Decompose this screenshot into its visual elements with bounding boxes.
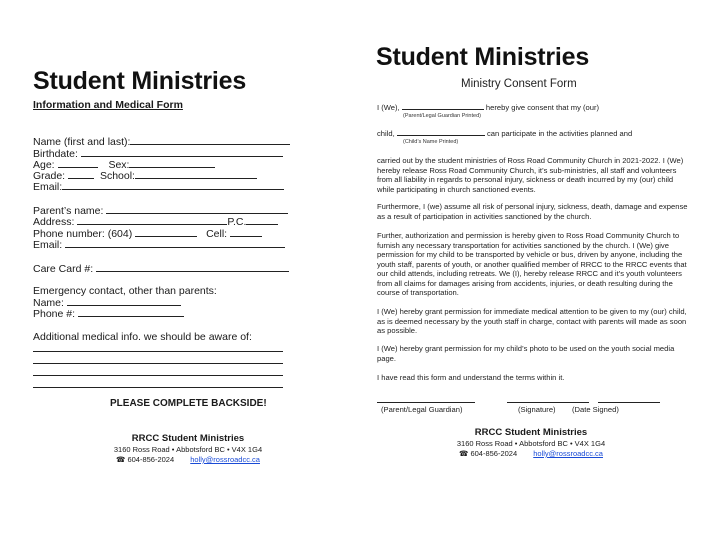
emergency-phone-field[interactable] — [33, 307, 184, 320]
complete-backside-note: PLEASE COMPLETE BACKSIDE! — [110, 398, 267, 409]
child-consent-line[interactable] — [377, 128, 692, 139]
footer-email-link[interactable]: holly@rossroadcc.ca — [533, 449, 603, 458]
address-label: Address: — [33, 216, 75, 228]
care-card-field[interactable] — [33, 262, 289, 275]
postal-code-label: P.C. — [227, 216, 247, 228]
medical-line-3[interactable] — [33, 375, 283, 376]
medical-info-heading: Additional medical info. we should be aware of: — [33, 331, 252, 343]
we-suffix: hereby give consent that my (our) — [485, 103, 600, 112]
we-prefix: I (We), — [377, 103, 400, 112]
terms-acknowledgement: I have read this form and understand the terms within it. — [377, 373, 565, 382]
child-suffix: can participate in the activities planned and — [486, 129, 633, 138]
phone-label: Phone number: (604) — [33, 228, 133, 240]
footer-address: 3160 Ross Road • Abbotsford BC • V4X 1G4 — [456, 439, 606, 448]
parent-email-field[interactable] — [33, 238, 285, 251]
emergency-name-label: Name: — [33, 297, 64, 309]
guardian-signature-label: (Parent/Legal Guardian) — [381, 405, 463, 414]
sex-label: Sex: — [108, 159, 130, 171]
date-signed-line[interactable] — [598, 402, 660, 403]
footer-org-name: RRCC Student Ministries — [131, 433, 245, 444]
right-form-subtitle: Ministry Consent Form — [461, 78, 577, 90]
left-footer — [88, 433, 288, 465]
emergency-phone-label: Phone #: — [33, 308, 76, 320]
footer-phone: ☎ 604-856-2024 — [116, 455, 175, 464]
email-field[interactable] — [33, 180, 284, 193]
parent-name-label: Parent’s name: — [33, 205, 104, 217]
age-label: Age: — [33, 159, 55, 171]
school-label: School: — [99, 170, 135, 182]
photo-permission-paragraph: I (We) hereby grant permission for my child’s photo to be used on the youth social media page. — [377, 344, 675, 363]
email-label: Email: — [33, 181, 63, 193]
emergency-contact-heading: Emergency contact, other than parents: — [33, 285, 217, 297]
signature-line[interactable] — [507, 402, 589, 403]
transportation-paragraph: Further, authorization and permission is hereby given to Ross Road Community Church to furnish any necessary transportation for activities sanctioned by the church. I (We) give permission for my child to be transported by vehicle or bus, driven by anyone, including the youth staff, parents of youth, or another qualified member of RRCC to the RRCC events that our child attends, including retreats. We (I), hereby release RRCC and it’s youth volunteers from all claims for damages arising from accidents, injuries, or death resulting during the course of transportation. — [377, 231, 687, 297]
signature-label: (Signature) — [518, 405, 556, 414]
left-form-title: Student Ministries — [33, 67, 247, 95]
footer-address: 3160 Ross Road • Abbotsford BC • V4X 1G4 — [113, 445, 263, 454]
right-footer — [431, 427, 631, 459]
grade-label: Grade: — [33, 170, 66, 182]
child-prefix: child, — [377, 129, 395, 138]
medical-permission-paragraph: I (We) hereby grant permission for immediate medical attention to be given to my (our) child, as is deemed necessary by the youth staff in charge, contact with parents will made as soon as possible. — [377, 307, 687, 335]
cell-label: Cell: — [206, 228, 228, 240]
footer-email-link[interactable]: holly@rossroadcc.ca — [190, 455, 260, 464]
child-printed-caption: (Child’s Name Printed) — [403, 139, 459, 145]
birthdate-label: Birthdate: — [33, 148, 78, 160]
medical-line-4[interactable] — [33, 387, 283, 388]
date-signed-label: (Date Signed) — [572, 405, 619, 414]
liability-paragraph: carried out by the student ministries of Ross Road Community Church in 2021-2022. I (We) hereby release Ross Road Community Church, it’s sub-ministries, all staff and volunteers from all liability in regards to personal injury, sickness or death incurred by my (our) child while participating in church sanctioned events. — [377, 156, 684, 194]
care-card-label: Care Card #: — [33, 263, 94, 275]
footer-org-name: RRCC Student Ministries — [474, 427, 588, 438]
footer-phone: ☎ 604-856-2024 — [459, 449, 518, 458]
left-form-subtitle: Information and Medical Form — [33, 99, 183, 111]
risk-paragraph: Furthermore, I (we) assume all risk of personal injury, sickness, death, damage and expense as a result of participation in activities sanctioned by the church. — [377, 202, 688, 221]
guardian-signature-line[interactable] — [377, 402, 475, 403]
medical-line-2[interactable] — [33, 363, 283, 364]
name-label: Name (first and last): — [33, 136, 131, 148]
medical-line-1[interactable] — [33, 351, 283, 352]
guardian-printed-caption: (Parent/Legal Guardian Printed) — [403, 113, 481, 119]
parent-email-label: Email: — [33, 239, 63, 251]
right-form-title: Student Ministries — [376, 43, 590, 71]
guardian-consent-line[interactable] — [377, 102, 692, 113]
